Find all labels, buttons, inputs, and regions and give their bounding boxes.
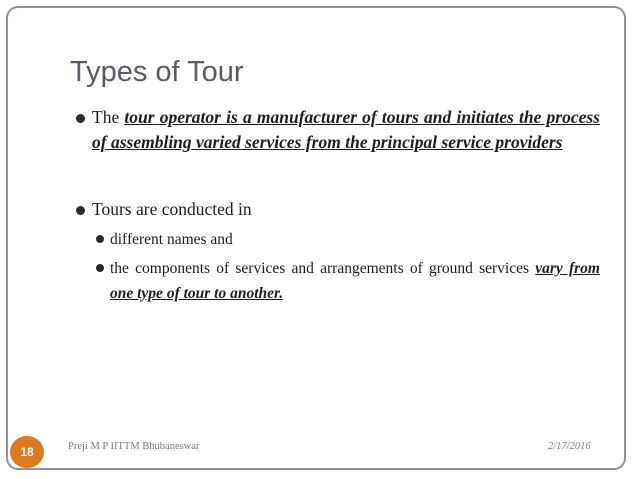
page-number-badge: 18 bbox=[10, 436, 44, 468]
bullet-tours-conducted: Tours are conducted in bbox=[92, 199, 252, 219]
bullet-dot-icon bbox=[76, 206, 85, 215]
bullet-emphasis-text: vary from one type of tour to another. bbox=[110, 260, 600, 302]
bullet-operator-definition bbox=[92, 105, 600, 155]
sub-bullet-dot-icon bbox=[96, 235, 104, 243]
footer-date: 2/17/2016 bbox=[548, 441, 591, 452]
bullet-lead-text: The bbox=[92, 107, 125, 127]
footer-author: Preji M P IITTM Bhubaneswar bbox=[68, 441, 200, 452]
bullet-dot-icon bbox=[76, 114, 85, 123]
sub-bullet-different-names: different names and bbox=[110, 231, 233, 248]
sub-bullet-components bbox=[110, 256, 600, 306]
bullet-emphasis-text: tour operator is a manufacturer of tours and initiates the process of assembling varied services from the principal service providers bbox=[92, 107, 600, 152]
bullet-lead-text: the components of services and arrangements of ground services bbox=[110, 260, 536, 277]
slide-title: Types of Tour bbox=[70, 56, 244, 88]
sub-bullet-dot-icon bbox=[96, 264, 104, 272]
